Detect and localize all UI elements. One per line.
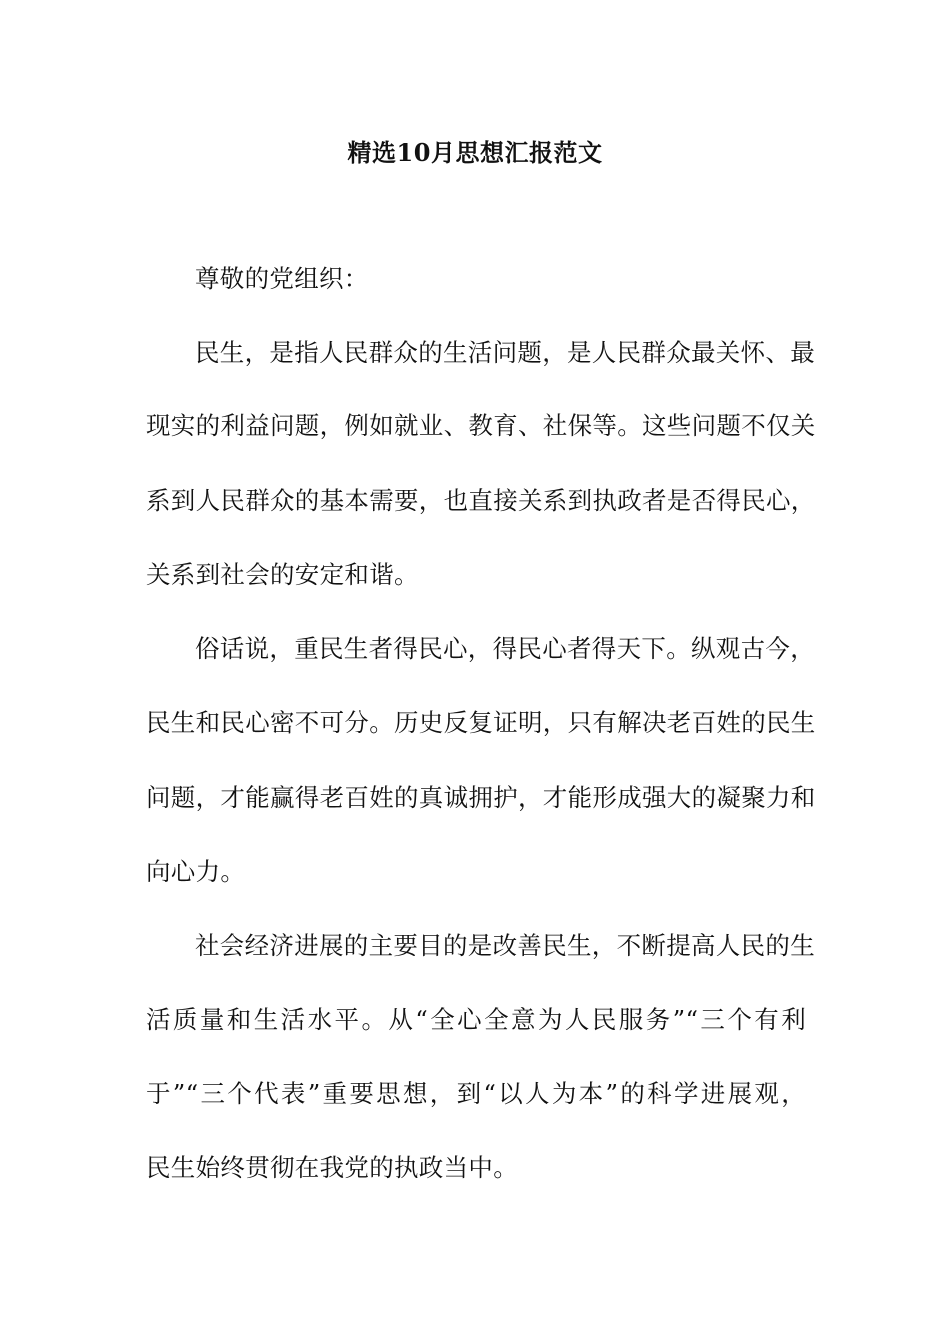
paragraph-3-line-1: 社会经济进展的主要目的是改善民生，不断提高人民的生 bbox=[195, 931, 815, 960]
paragraph-2-line-3: 问题，才能赢得老百姓的真诚拥护，才能形成强大的凝聚力和 bbox=[146, 783, 816, 812]
document-title: 精选10月思想汇报范文 bbox=[347, 138, 603, 167]
paragraph-1-line-3: 系到人民群众的基本需要，也直接关系到执政者是否得民心， bbox=[146, 486, 816, 515]
paragraph-1-line-2: 现实的利益问题，例如就业、教育、社保等。这些问题不仅关 bbox=[146, 411, 816, 440]
paragraph-3-line-3: 于”“三个代表”重要思想，到“以人为本”的科学进展观， bbox=[146, 1079, 806, 1108]
paragraph-2-line-2: 民生和民心密不可分。历史反复证明，只有解决老百姓的民生 bbox=[146, 708, 816, 737]
paragraph-1-line-4: 关系到社会的安定和谐。 bbox=[146, 560, 419, 589]
paragraph-3-line-4: 民生始终贯彻在我党的执政当中。 bbox=[146, 1153, 518, 1182]
paragraph-3-line-2: 活质量和生活水平。从“全心全意为人民服务”“三个有利 bbox=[146, 1005, 806, 1034]
paragraph-2-line-4: 向心力。 bbox=[146, 857, 246, 886]
paragraph-2-line-1: 俗话说，重民生者得民心，得民心者得天下。纵观古今， bbox=[195, 634, 815, 663]
paragraph-1-line-1: 民生，是指人民群众的生活问题，是人民群众最关怀、最 bbox=[195, 338, 815, 367]
salutation: 尊敬的党组织： bbox=[195, 264, 369, 293]
